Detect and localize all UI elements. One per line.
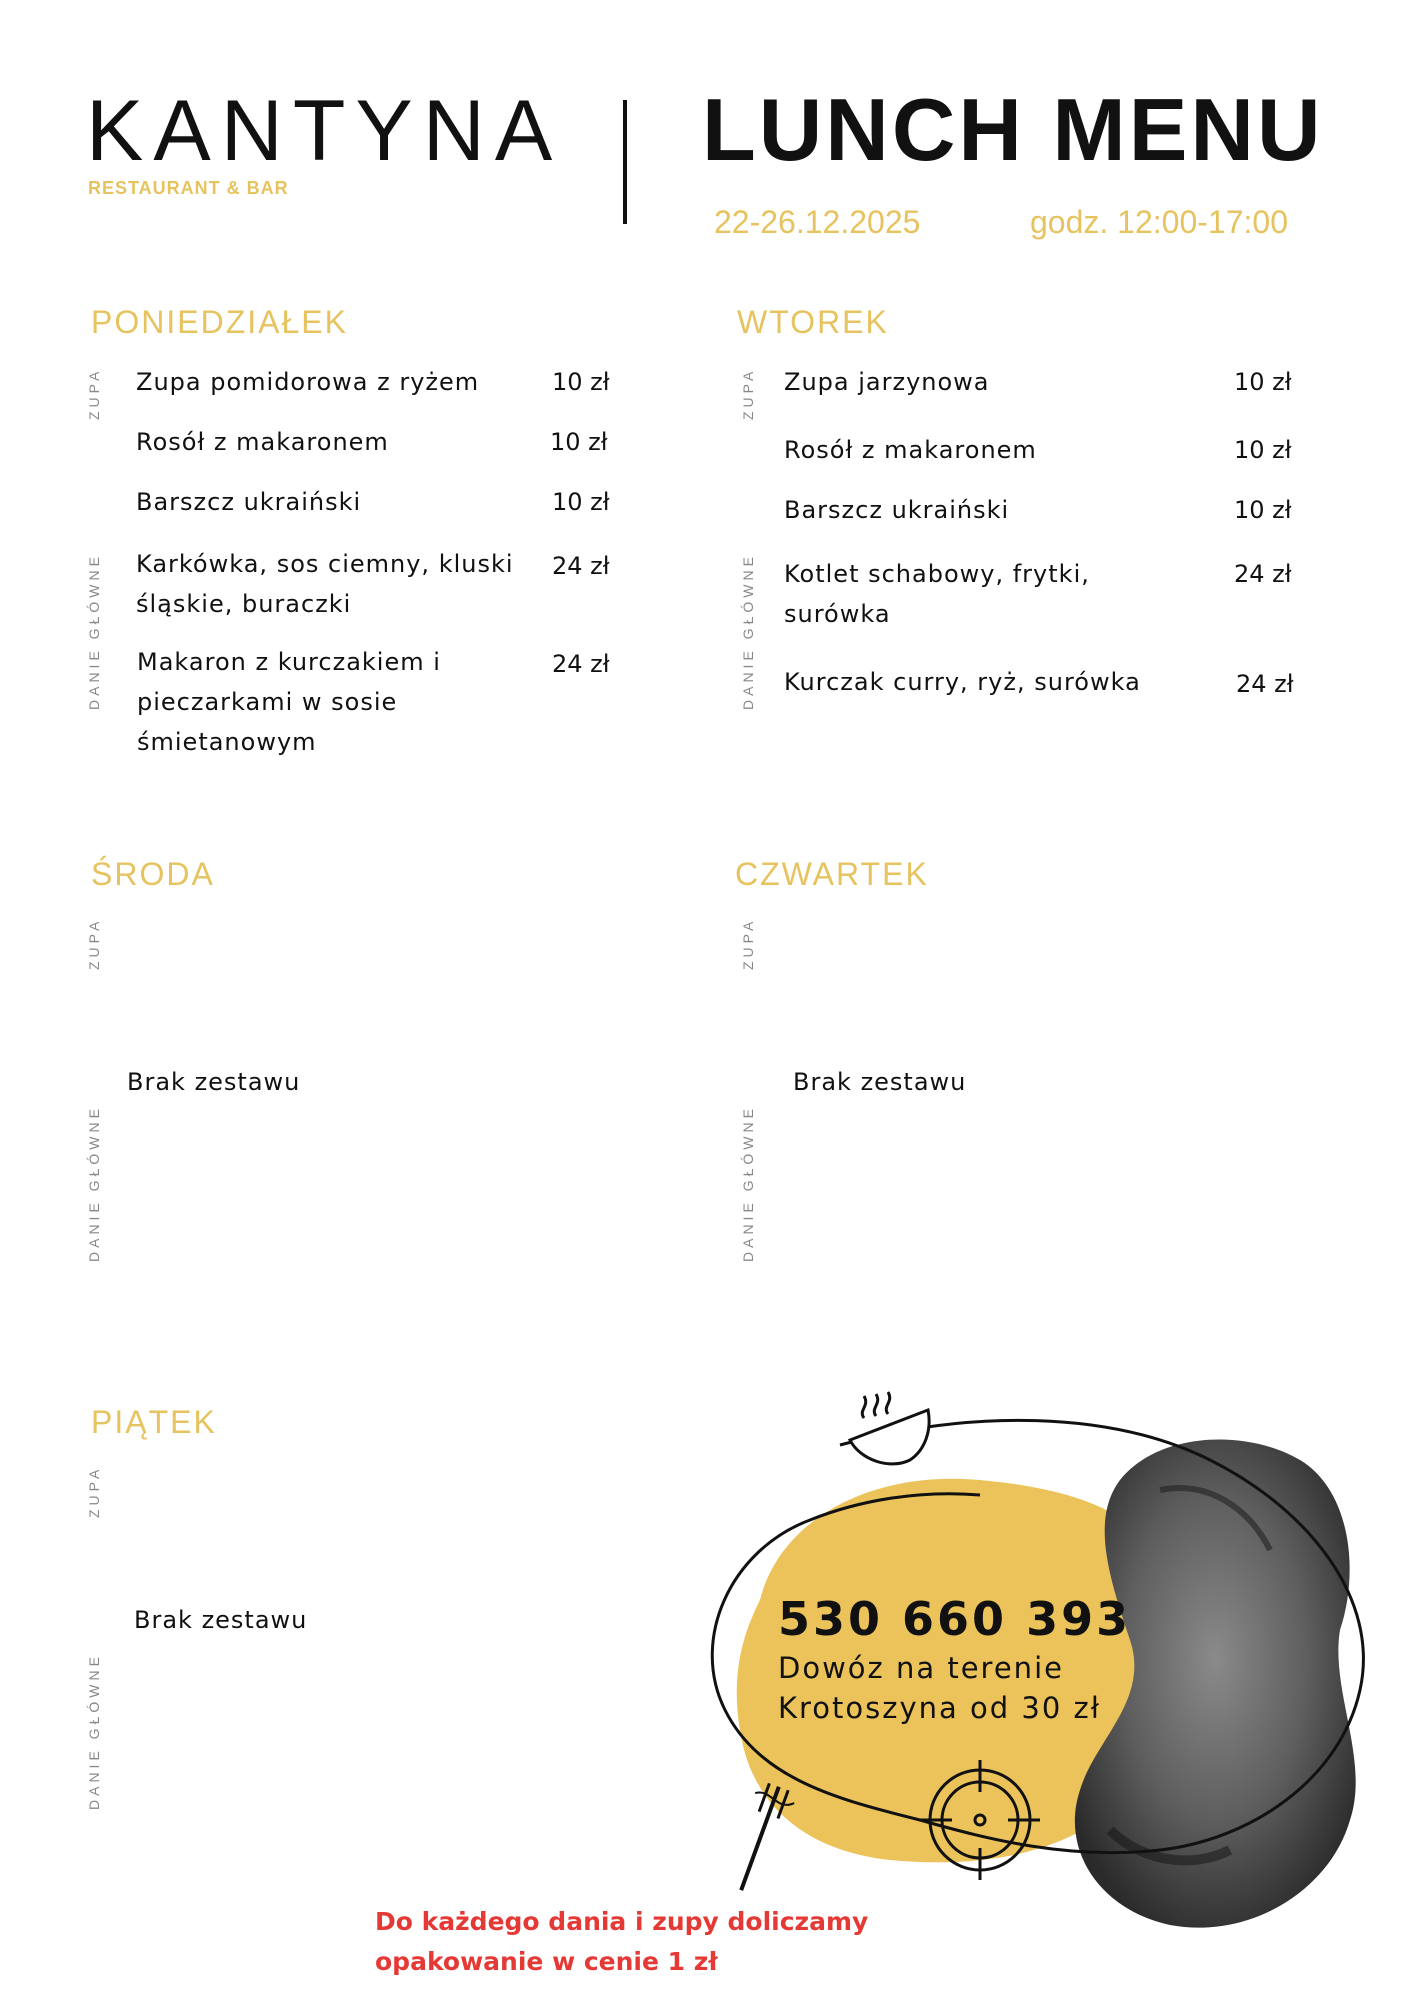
- dish-name: Rosół z makaronem: [784, 436, 1037, 464]
- category-label-soup: ZUPA: [86, 1465, 102, 1518]
- category-label-soup: ZUPA: [740, 367, 756, 420]
- packaging-note: [375, 1902, 935, 1982]
- packaging-note-line: opakowanie w cenie 1 zł: [375, 1947, 718, 1976]
- no-set-note: Brak zestawu: [793, 1068, 967, 1096]
- dish-price: 10 zł: [550, 428, 608, 456]
- menu-dates: 22-26.12.2025: [714, 204, 921, 240]
- dish-name: Kotlet schabowy, frytki, surówka: [784, 560, 1090, 628]
- dish-name: Barszcz ukraiński: [784, 496, 1010, 524]
- day-title-friday: PIĄTEK: [91, 1404, 217, 1440]
- menu-title: LUNCH MENU: [702, 80, 1324, 179]
- delivery-line: Krotoszyna od 30 zł: [778, 1691, 1101, 1725]
- packaging-note-line: Do każdego dania i zupy doliczamy: [375, 1907, 869, 1936]
- day-title-tuesday: WTOREK: [737, 304, 889, 340]
- dish-price: 10 zł: [1234, 368, 1292, 396]
- category-label-main: DANIE GŁÓWNE: [86, 553, 102, 710]
- category-label-main: DANIE GŁÓWNE: [740, 1105, 756, 1262]
- dish-price: 24 zł: [1236, 670, 1294, 698]
- category-label-soup: ZUPA: [740, 917, 756, 970]
- day-title-thursday: CZWARTEK: [735, 856, 929, 892]
- logo-subtitle: RESTAURANT & BAR: [88, 178, 289, 198]
- day-title-wednesday: ŚRODA: [91, 856, 215, 892]
- no-set-note: Brak zestawu: [127, 1068, 301, 1096]
- category-label-main: DANIE GŁÓWNE: [86, 1653, 102, 1810]
- dish-name: Zupa pomidorowa z ryżem: [136, 368, 480, 396]
- category-label-soup: ZUPA: [86, 917, 102, 970]
- bowl-icon: [850, 1392, 929, 1464]
- logo: KANTYNA: [86, 83, 563, 179]
- no-set-note: Brak zestawu: [134, 1606, 308, 1634]
- category-label-main: DANIE GŁÓWNE: [740, 553, 756, 710]
- category-label-soup: ZUPA: [86, 367, 102, 420]
- dish-price: 10 zł: [1234, 436, 1292, 464]
- dish-price: 10 zł: [552, 368, 610, 396]
- dish-name: Kurczak curry, ryż, surówka: [784, 668, 1141, 696]
- dish-name: Zupa jarzynowa: [784, 368, 990, 396]
- dish-price: 24 zł: [1234, 560, 1292, 588]
- dish-price: 24 zł: [552, 552, 610, 580]
- dish-name: Rosół z makaronem: [136, 428, 389, 456]
- header-divider: [623, 100, 627, 224]
- day-title-monday: PONIEDZIAŁEK: [91, 304, 348, 340]
- category-label-main: DANIE GŁÓWNE: [86, 1105, 102, 1262]
- dish-name: Barszcz ukraiński: [136, 488, 362, 516]
- fork-icon: [722, 1780, 797, 1897]
- dish-price: 24 zł: [552, 650, 610, 678]
- delivery-info: [778, 1648, 1158, 1728]
- menu-hours: godz. 12:00-17:00: [1030, 204, 1288, 240]
- dish-name: Makaron z kurczakiem i pieczarkami w sosie śmietanowym: [137, 648, 441, 756]
- dish-price: 10 zł: [1234, 496, 1292, 524]
- dish-name: Karkówka, sos ciemny, kluski śląskie, buraczki: [136, 550, 514, 618]
- dish-price: 10 zł: [552, 488, 610, 516]
- delivery-line: Dowóz na terenie: [778, 1651, 1064, 1685]
- phone-number: 530 660 393: [778, 1592, 1132, 1646]
